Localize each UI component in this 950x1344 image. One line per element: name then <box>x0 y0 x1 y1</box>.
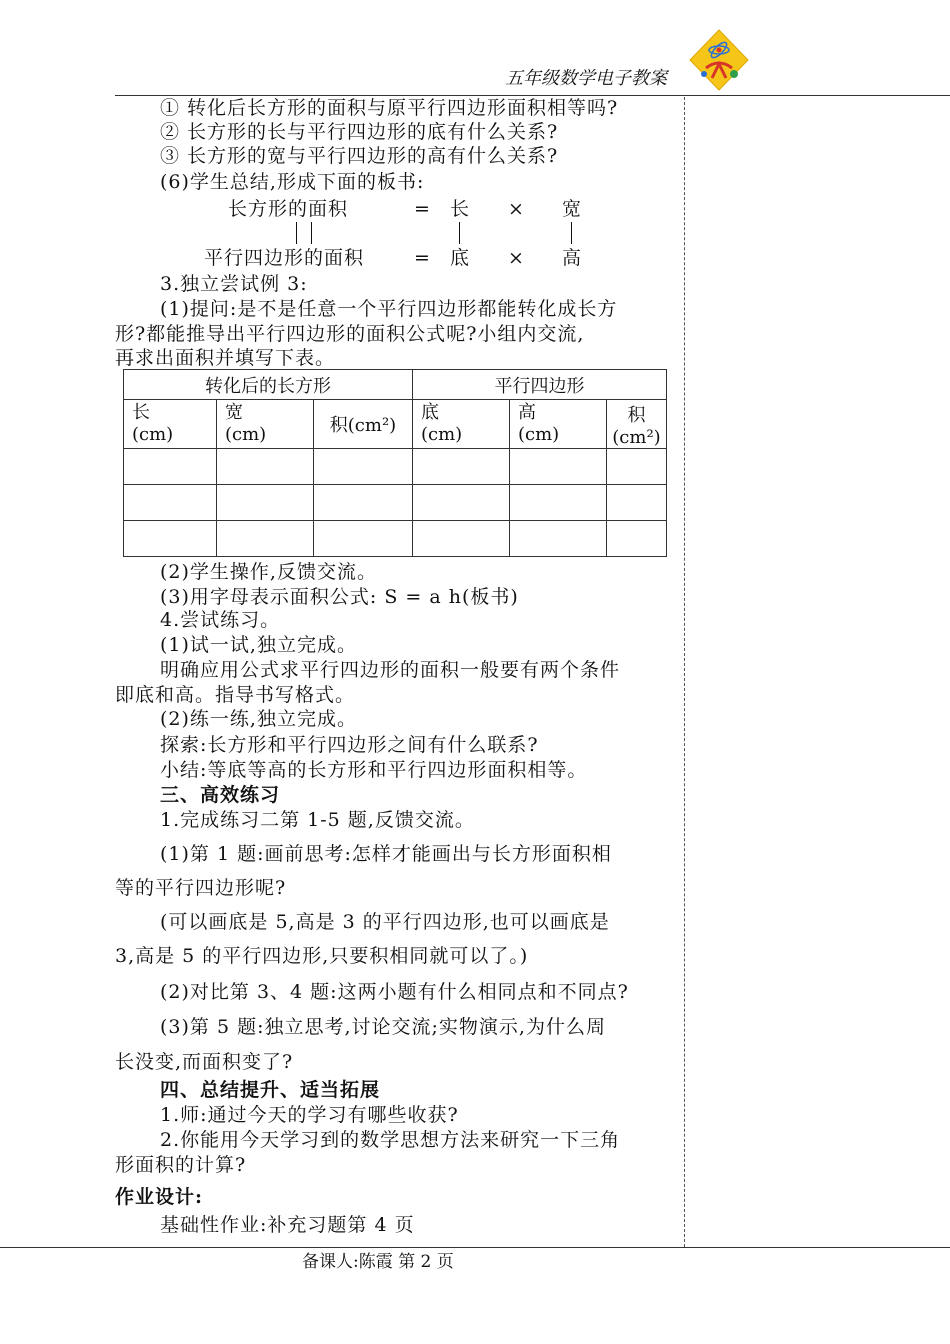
margin-dashed-line <box>684 97 685 1247</box>
table-cell[interactable] <box>314 449 413 485</box>
exercise-1-4b: 长没变,而面积变了? <box>115 1051 294 1073</box>
summary-1: 1.师:通过今天的学习有哪些收获? <box>160 1104 459 1126</box>
formula-times-2: × <box>508 247 525 269</box>
exercise-1-4a: (3)第 5 题:独立思考,讨论交流;实物演示,为什么周 <box>160 1016 606 1038</box>
footer-rule <box>0 1247 950 1248</box>
table-header-length <box>124 400 217 449</box>
fill-in-table <box>123 369 667 557</box>
table-row <box>124 449 667 485</box>
para-1-line-c: 再求出面积并填写下表。 <box>115 347 336 369</box>
section-4-title: 四、总结提升、适当拓展 <box>160 1079 381 1101</box>
section-4-heading: 4.尝试练习。 <box>160 609 281 631</box>
table-cell[interactable] <box>217 521 314 557</box>
homework-heading: 作业设计: <box>115 1186 204 1208</box>
table-group-para: 平行四边形 <box>413 370 667 400</box>
header-length-label: 长 <box>132 402 150 423</box>
table-cell[interactable] <box>217 485 314 521</box>
table-cell[interactable] <box>217 449 314 485</box>
formula-eq-1: = <box>414 198 431 220</box>
summary: 小结:等底等高的长方形和平行四边形面积相等。 <box>160 759 588 781</box>
table-cell[interactable] <box>510 521 607 557</box>
exercise-1-1a: (1)第 1 题:画前思考:怎样才能画出与长方形面积相 <box>160 843 612 865</box>
try-1: (1)试一试,独立完成。 <box>160 634 357 656</box>
footer-text: 备课人:陈霞 第 2 页 <box>302 1252 454 1272</box>
school-logo-icon <box>688 28 750 92</box>
table-cell[interactable] <box>607 449 667 485</box>
para-1-line-a: (1)提问:是不是任意一个平行四边形都能转化成长方 <box>160 298 618 320</box>
homework-basic: 基础性作业:补充习题第 4 页 <box>160 1214 415 1236</box>
summary-2b: 形面积的计算? <box>115 1154 247 1176</box>
formula-rect-a: 长 <box>450 198 471 220</box>
formula-para-a: 底 <box>450 247 471 269</box>
table-group-rect: 转化后的长方形 <box>124 370 413 400</box>
para-1-line-b: 形?都能推导出平行四边形的面积公式呢?小组内交流, <box>115 323 585 345</box>
table-header-base <box>413 400 510 449</box>
table-header-height <box>510 400 607 449</box>
summary-2a: 2.你能用今天学习到的数学思想方法来研究一下三角 <box>160 1129 621 1151</box>
table-cell[interactable] <box>510 449 607 485</box>
formula-para-label: 平行四边形的面积 <box>204 247 365 269</box>
formula-rect-label: 长方形的面积 <box>228 198 349 220</box>
formula-para-b: 高 <box>562 247 583 269</box>
clarify-line-a: 明确应用公式求平行四边形的面积一般要有两个条件 <box>160 659 621 681</box>
step-2: (2)学生操作,反馈交流。 <box>160 561 377 583</box>
step-6: (6)学生总结,形成下面的板书: <box>160 171 425 193</box>
table-cell[interactable] <box>510 485 607 521</box>
clarify-line-b: 即底和高。指导书写格式。 <box>115 684 356 706</box>
exercise-1-1b: 等的平行四边形呢? <box>115 877 287 899</box>
exercise-1-2a: (可以画底是 5,高是 3 的平行四边形,也可以画底是 <box>160 911 610 933</box>
formula-double-bar <box>296 222 312 244</box>
table-header-width <box>217 400 314 449</box>
explore: 探索:长方形和平行四边形之间有什么联系? <box>160 734 539 756</box>
header-height-unit: (cm) <box>518 424 560 445</box>
question-1: ① 转化后长方形的面积与原平行四边形面积相等吗? <box>160 97 619 119</box>
table-header-para-area: 积(cm²) <box>607 400 667 449</box>
formula-bar-b <box>571 222 572 244</box>
table-cell[interactable] <box>413 449 510 485</box>
formula-bar-a <box>459 222 460 244</box>
exercise-1: 1.完成练习二第 1-5 题,反馈交流。 <box>160 809 475 831</box>
table-cell[interactable] <box>124 449 217 485</box>
header-base-unit: (cm) <box>421 424 463 445</box>
exercise-1-2b: 3,高是 5 的平行四边形,只要积相同就可以了。) <box>115 945 529 967</box>
question-2: ② 长方形的长与平行四边形的底有什么关系? <box>160 121 559 143</box>
step-3-heading: 3.独立尝试例 3: <box>160 273 308 295</box>
try-2: (2)练一练,独立完成。 <box>160 708 357 730</box>
table-cell[interactable] <box>607 485 667 521</box>
table-cell[interactable] <box>124 521 217 557</box>
header-width-unit: (cm) <box>225 424 267 445</box>
table-cell[interactable] <box>124 485 217 521</box>
table-cell[interactable] <box>314 521 413 557</box>
header-title: 五年级数学电子教案 <box>505 68 667 89</box>
table-cell[interactable] <box>314 485 413 521</box>
header-length-unit: (cm) <box>132 424 174 445</box>
formula-eq-2: = <box>414 247 431 269</box>
section-3-title: 三、高效练习 <box>160 784 281 806</box>
table-cell[interactable] <box>607 521 667 557</box>
formula-times-1: × <box>508 198 525 220</box>
step-3-formula: (3)用字母表示面积公式: S = a h(板书) <box>160 586 519 608</box>
header-width-label: 宽 <box>225 402 243 423</box>
table-header-rect-area: 积(cm²) <box>314 400 413 449</box>
table-cell[interactable] <box>413 521 510 557</box>
table-row <box>124 521 667 557</box>
question-3: ③ 长方形的宽与平行四边形的高有什么关系? <box>160 145 559 167</box>
table-cell[interactable] <box>413 485 510 521</box>
exercise-1-3: (2)对比第 3、4 题:这两小题有什么相同点和不同点? <box>160 981 629 1003</box>
table-row <box>124 485 667 521</box>
header-base-label: 底 <box>421 402 439 423</box>
header-height-label: 高 <box>518 402 536 423</box>
formula-rect-b: 宽 <box>562 198 583 220</box>
